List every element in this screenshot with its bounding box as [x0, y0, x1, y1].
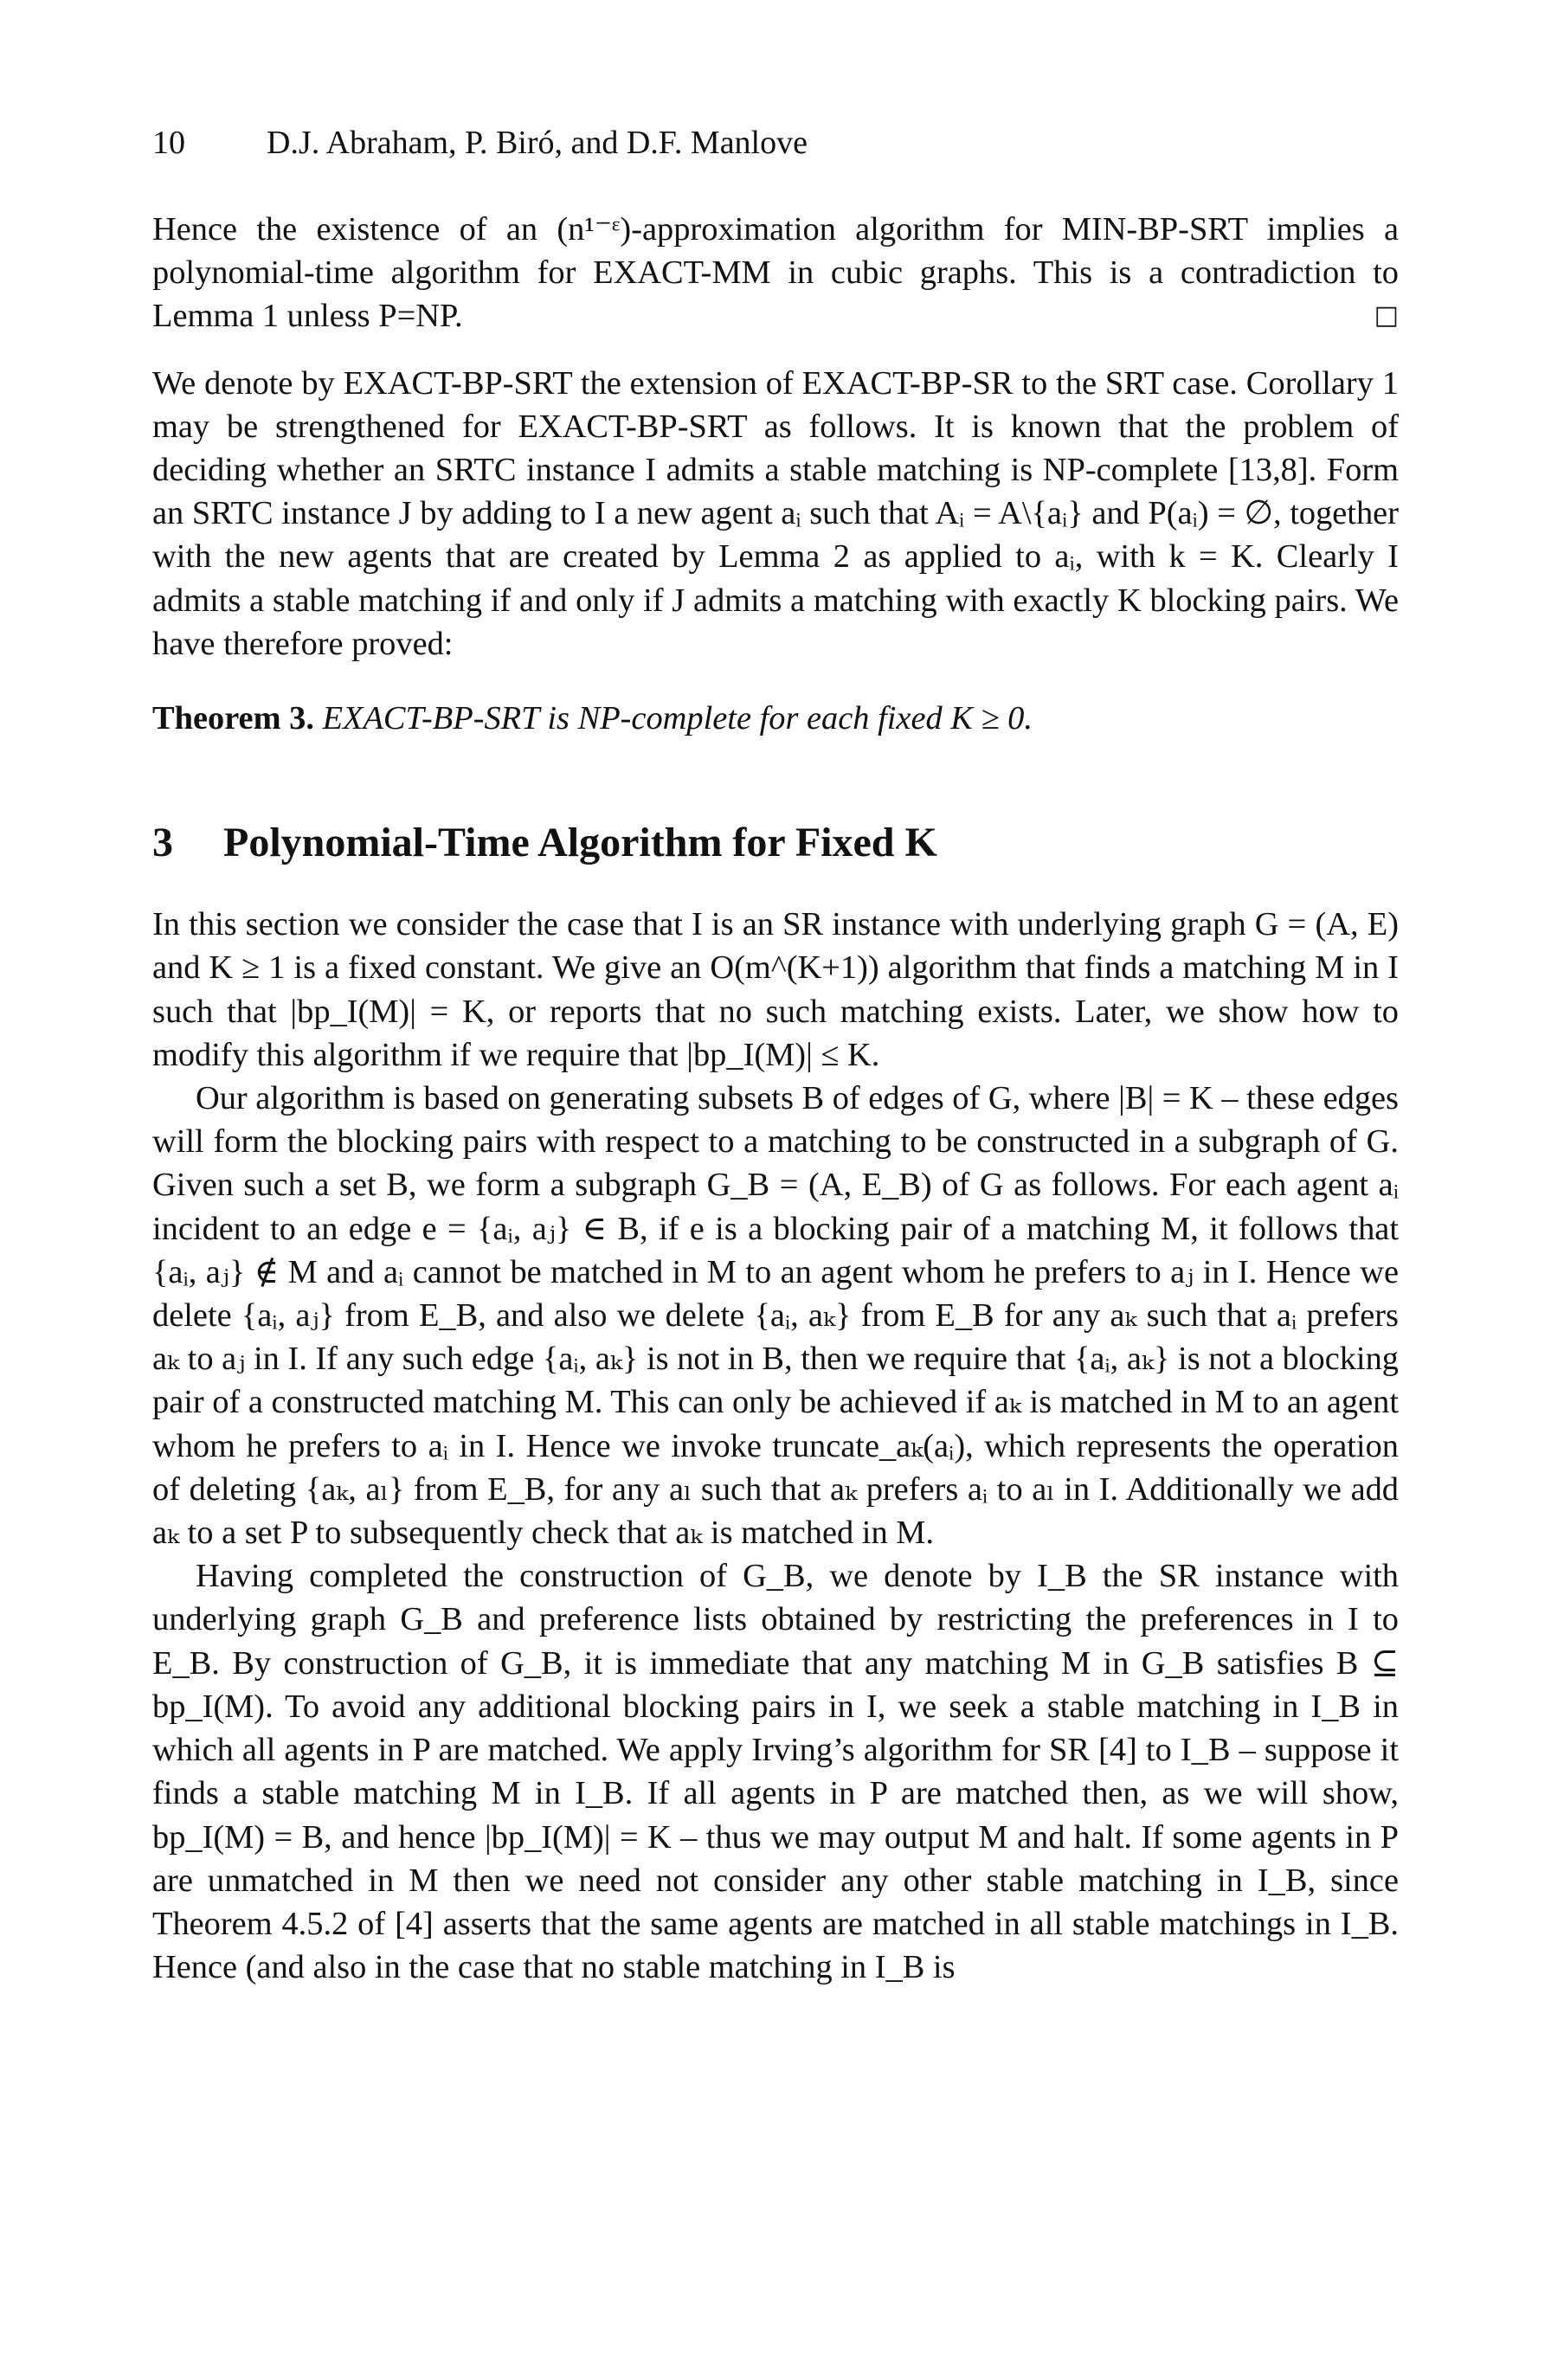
algorithm-paragraph: Our algorithm is based on generating subsets B of edges of G, where |B| = K – these edges will form the blocking pairs with respect to a matching to be constructed in a subgraph of G. Given such a set B, we form a subgraph G_B = (A, E_B) of G as follows. For each agent aᵢ incident to an edge e = {aᵢ, aⱼ} ∈ B, if e is a blocking pair of a matching M, it follows that {aᵢ, aⱼ} ∉ M and aᵢ cannot be matched in M to an agent whom he prefers to aⱼ in I. Hence we delete {aᵢ, aⱼ} from E_B, and also we delete {aᵢ, aₖ} from E_B for any aₖ such that aᵢ prefers aₖ to aⱼ in I. If any such edge {aᵢ, aₖ} is not in B, then we require that {aᵢ, aₖ} is not a blocking pair of a constructed matching M. This can only be achieved if aₖ is matched in M to an agent whom he prefers to aᵢ in I. Hence we invoke truncate_aₖ(aᵢ), which represents the operation of deleting {aₖ, aₗ} from E_B, for any aₗ such that aₖ prefers aᵢ to aₗ in I. Additionally we add aₖ to a set P to subsequently check that aₖ is matched in M.	[152, 1080, 1399, 1552]
exact-bp-srt-paragraph: We denote by EXACT-BP-SRT the extension of EXACT-BP-SR to the SRT case. Corollary 1 may be strengthened for EXACT-BP-SRT as follows. It is known that the problem of deciding whether an SRTC instance I admits a stable matching is NP-complete [13,8]. Form an SRTC instance J by adding to I a new agent aᵢ such that Aᵢ = A\{aᵢ} and P(aᵢ) = ∅, together with the new agents that are created by Lemma 2 as applied to aᵢ, with k = K. Clearly I admits a stable matching if and only if J admits a matching with exactly K blocking pairs. We have therefore proved:	[152, 364, 1399, 662]
proof-conclusion: Hence the existence of an (n¹⁻ᵋ)-approximation algorithm for MIN-BP-SRT implies a polynomial-time algorithm for EXACT-MM in cubic graphs. This is a contradiction to Lemma 1 unless P=NP. □	[152, 208, 1399, 338]
construction-paragraph: Having completed the construction of G_B, we denote by I_B the SR instance with underlying graph G_B and preference lists obtained by restricting the preferences in I to E_B. By construction of G_B, it is immediate that any matching M in G_B satisfies B ⊆ bp_I(M). To avoid any additional blocking pairs in I, we seek a stable matching in I_B in which all agents in P are matched. We apply Irving’s algorithm for SR [4] to I_B – suppose it finds a stable matching M in I_B. If all agents in P are matched then, as we will show, bp_I(M) = B, and hence |bp_I(M)| = K – thus we may output M and halt. If some agents in P are unmatched in M then we need not consider any other stable matching in I_B, since Theorem 4.5.2 of [4] asserts that the same agents are matched in all stable matchings in I_B. Hence (and also in the case that no stable matching in I_B is	[152, 1558, 1399, 1986]
section-heading	[152, 818, 1399, 868]
theorem-statement: EXACT-BP-SRT is NP-complete for each fixed K ≥ 0.	[322, 700, 1033, 737]
running-head	[152, 123, 808, 163]
main-text	[152, 208, 1399, 1989]
qed-symbol: □	[1374, 300, 1399, 331]
section-title: Polynomial-Time Algorithm for Fixed K	[223, 820, 937, 866]
theorem-3	[152, 697, 1399, 740]
section-number: 3	[152, 820, 173, 866]
page-number: 10	[152, 125, 185, 161]
theorem-label: Theorem 3.	[152, 700, 314, 737]
section-intro-paragraph: In this section we consider the case that I is an SR instance with underlying graph G = (A, E) and K ≥ 1 is a fixed constant. We give an O(m^(K+1)) algorithm that finds a matching M in I such that |bp_I(M)| = K, or reports that no such matching exists. Later, we show how to modify this algorithm if we require that |bp_I(M)| ≤ K.	[152, 906, 1399, 1073]
author-list: D.J. Abraham, P. Biró, and D.F. Manlove	[267, 125, 808, 161]
